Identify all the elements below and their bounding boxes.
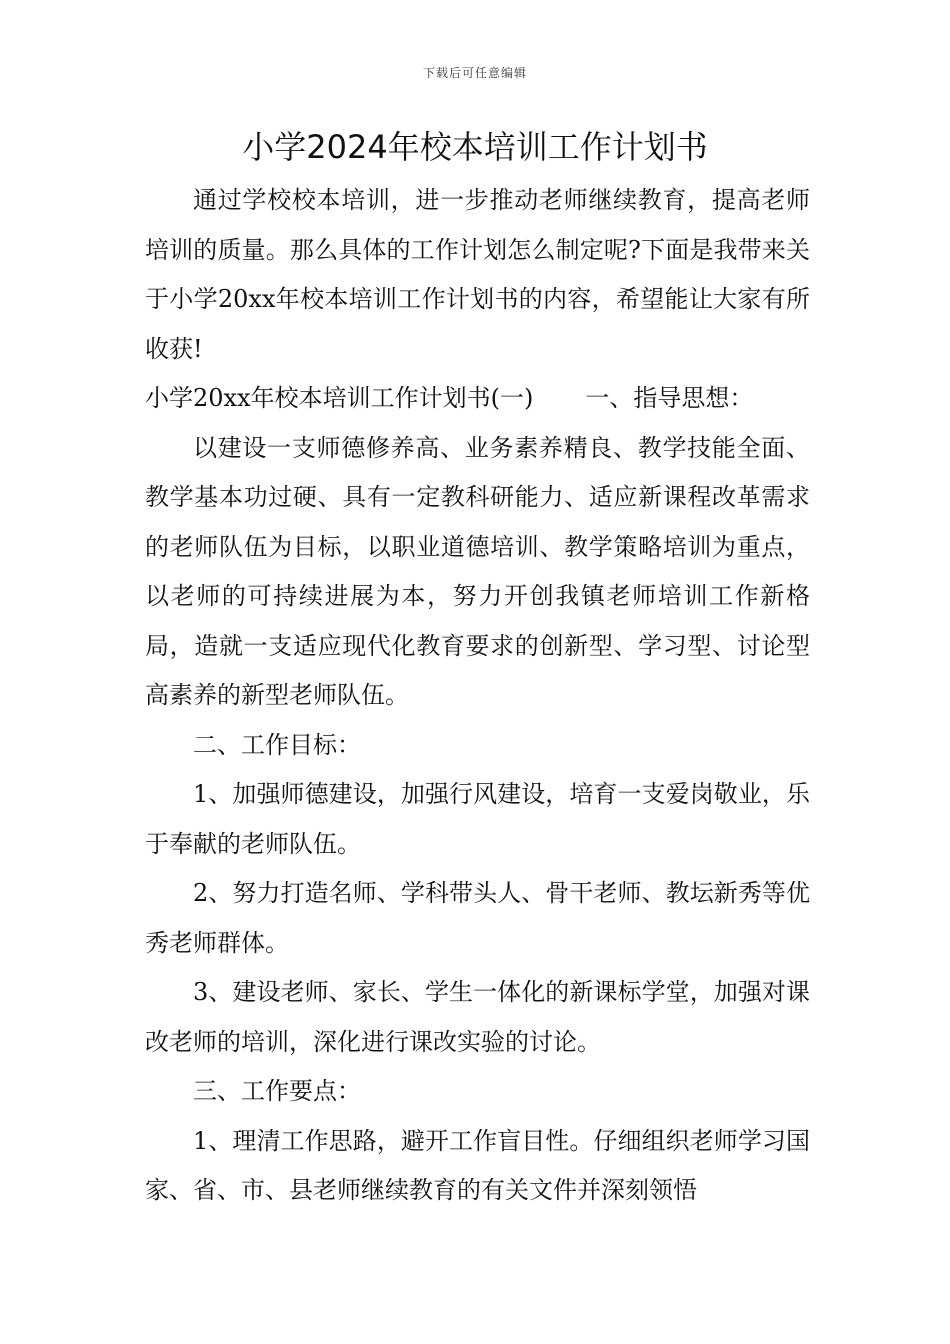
work-points-heading: 三、工作要点： (193, 1077, 361, 1105)
header-note: 下载后可任意编辑 (422, 66, 527, 80)
guiding-ideology-paragraph: 以建设一支师德修养高、业务素养精良、教学技能全面、教学基本功过硬、具有一定教科研能力、适应新课程改革需求的老师队伍为目标，以职业道德培训、教学策略培训为重点，以老师的可持续进展为本，努力开创我镇老师培训工作新格局，造就一支适应现代化教育要求的创新型、学习型、讨论型高素养的新型老师队伍。 (145, 433, 810, 709)
document-title: 小学2024年校本培训工作计划书 (242, 128, 708, 166)
goal-item-3: 3、建设老师、家长、学生一体化的新课标学堂，加强对课改老师的培训，深化进行课改实验的讨论。 (145, 978, 810, 1056)
guiding-ideology-heading: 一、指导思想： (585, 384, 754, 412)
plan-subheading-title: 小学20xx年校本培训工作计划书(一) (145, 384, 534, 412)
work-point-1: 1、理清工作思路，避开工作盲目性。仔细组织老师学习国家、省、市、县老师继续教育的有关文件并深刻领悟 (145, 1126, 810, 1204)
work-goals-heading: 二、工作目标： (193, 730, 361, 759)
plan-subheading (145, 374, 810, 424)
intro-paragraph: 通过学校校本培训，进一步推动老师继续教育，提高老师培训的质量。那么具体的工作计划怎么制定呢?下面是我带来关于小学20xx年校本培训工作计划书的内容，希望能让大家有所收获! (145, 186, 810, 363)
document-body (145, 176, 810, 1216)
goal-item-2: 2、努力打造名师、学科带头人、骨干老师、教坛新秀等优秀老师群体。 (145, 879, 810, 957)
goal-item-1: 1、加强师德建设，加强行风建设，培育一支爱岗敬业，乐于奉献的老师队伍。 (145, 780, 810, 858)
